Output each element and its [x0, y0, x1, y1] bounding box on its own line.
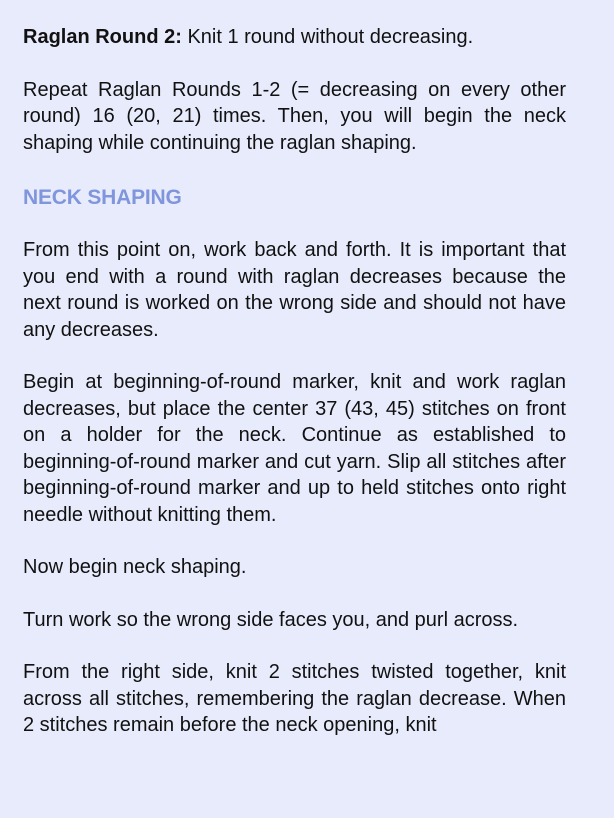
raglan-round-2-paragraph — [23, 24, 566, 51]
raglan-round-2-text: Knit 1 round without decreasing. — [181, 26, 474, 48]
right-side-paragraph: From the right side, knit 2 stitches twisted together, knit across all stitches, remembering the raglan decrease. When 2 stitches remain before the neck opening, knit — [23, 661, 566, 736]
begin-neck-shaping-paragraph: Now begin neck shaping. — [23, 556, 247, 578]
work-back-and-forth-paragraph: From this point on, work back and forth. It is important that you end with a round with raglan decreases because the next round is worked on the wrong side and should not have any decreases. — [23, 239, 566, 341]
begin-at-marker-paragraph: Begin at beginning-of-round marker, knit and work raglan decreases, but place the center 37 (43, 45) stitches on front on a holder for the neck. Continue as established to beginning-of-round marker and cut yarn. Slip all stitches after beginning-of-round marker and up to held stitches onto right needle without knitting them. — [23, 371, 566, 526]
repeat-raglan-paragraph: Repeat Raglan Rounds 1-2 (= decreasing on every other round) 16 (20, 21) times. Then, you will begin the neck shaping while continuing the raglan shaping. — [23, 78, 566, 154]
raglan-round-2-label: Raglan Round 2: — [23, 26, 182, 48]
neck-shaping-heading: NECK SHAPING — [23, 186, 182, 209]
turn-work-paragraph: Turn work so the wrong side faces you, and purl across. — [23, 608, 519, 631]
